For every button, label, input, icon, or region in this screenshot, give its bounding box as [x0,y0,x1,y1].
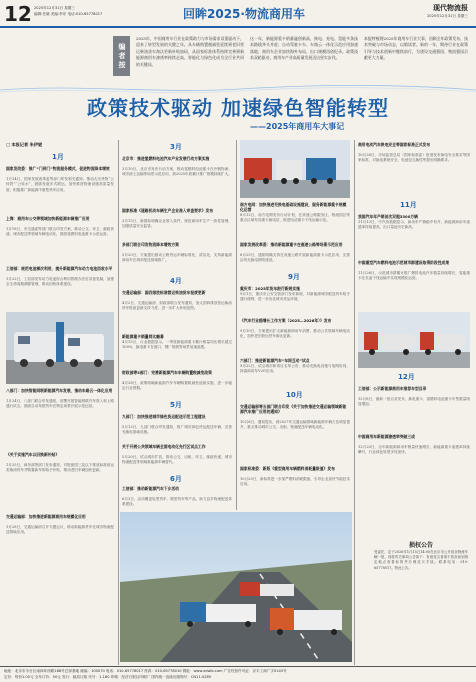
event-body: 5月20日，试点城市扩容，推动公交、出租、环卫、邮政快递、城市物流配送等领域新能源车辆替代。 [122,455,232,465]
event-title: 多部门联合印发物流降本增效方案 [122,242,179,247]
footer-line-1: 地址：北京市丰台区南四环西路188号总部基地 邮编：100070 电话：010-65778017 传真：010-65778010 网址：www.xdwlb.com 广告经营许可证：京丰工商广字0145号 [4,669,287,673]
section-banner [183,3,305,22]
editor-note-tag: 编者按 [113,36,130,76]
event-body: 8月12日，南方电网发布行动计划，在高速公路服务区、物流园区等重点区域布局重卡换电站，推进电动重卡干线运输示范。 [240,213,350,223]
month-label: 4月 [170,277,182,285]
photo-tanker-trucks [358,312,470,368]
event-body: 12月20日，全年新能源商用车销量快速增长，新能源重卡渗透率持续攀升，行业绿色转型步伐加快。 [358,445,470,455]
headline: 政策技术驱动 加速绿色智能转型 [87,96,389,120]
month-label: 12月 [398,373,415,381]
footer-line-2: 定价：每份1.00元 全年订价：50元 发行：邮局订阅 代号：1-180 印刷：经济日报社印刷厂 国内统一连续出版物号：CN11-0289 [4,675,212,679]
event-body: 10月28日，市场监管总局（国家标准委）批准发布换电安全要求等国家标准，对换电系统安全、电池包互换性等提出明确要求。 [358,153,470,163]
masthead-editor: 编辑:任晓 美编:李东 电话:010-65778017 [34,12,103,16]
event-body: 5月12日，九部门联合印发通知，推广城市绿色货运配送车辆，完善充换电基础设施。 [122,425,232,435]
photo-van-charging [6,312,114,384]
event-title: 《关于实施汽车以旧换新补贴》 [6,452,60,457]
event-body: 1月24日，八部门联合印发通知，部署开展智能网联汽车准入和上路通行试点，鼓励自动驾驶货车在特定场景开展示范运营。 [6,399,114,409]
event-body: 6月3日，活动覆盖轻型货车、微型货车等产品，助力县乡物流配送体系建设。 [122,497,232,507]
event-title: 国家发展改革委：推动新能源重卡在高速公路等场景示范应用 [240,242,343,247]
event-title: 工信部：推动新能源汽车下乡活动 [122,486,179,491]
event-body: 11月12日，中汽协数据显示，商用车产销稳中有升，新能源商用车渗透率持续提高，出口量创历史新高。 [358,220,470,230]
event-title: 九部门：加快推进城市绿色货运配送示范工程建设 [122,414,206,419]
event-body: 3月15日，新国标明确企业准入条件，规范商用车生产一致性管理，加强质量安全监管。 [122,219,232,229]
event-title: 国家标准《道路机动车辆生产企业准入审查要求》发布 [122,208,214,213]
page-footer [0,666,476,682]
event-body: 9月22日，试点城市和项目名单公布，推动充换电设施与电网协同，探索商用车V2G应用。 [240,364,350,374]
event-body: 4月2日，交通运输部、财政部联合发布通知，加大国四排放营运柴油货车报废更新支持力度，进一步扩大补贴范围。 [122,301,232,311]
month-label: 10月 [286,391,303,399]
event-title: 八部门：加快智能网联新能源汽车发展，推动车路云一体化应用 [6,388,113,393]
event-body: 1月25日，商务部等部门发布通知，对报废国三及以下排放标准营运类柴油货车并购置新车的给予补贴，推动老旧车辆加快更新。 [6,463,114,473]
column-divider [354,140,355,665]
event-body: 1月28日，交通运输部召开专题会议，推动新能源货车在城市物流配送领域应用。 [6,525,114,535]
month-label: 6月 [170,475,182,483]
intro-col-3: 本报特梳理2025年商用车行业大事，回顾全年政策发布、技术突破与市场动态，以飨读者。新的一年，期待行业在政策引导与技术创新中继续前行，为建设交通强国、物流强国贡献更大力量。 [364,36,468,61]
event-body: 11月26日，示范城市群累计推广燃料电池汽车数量持续增长，氢能重卡在长途干线运输中实现规模化运营。 [358,271,470,281]
event-title: 北京市：推进氢燃料电池汽车产业发展行动方案实施 [122,156,210,161]
photo-highway-trucks [120,512,352,662]
event-title: 工信部：规范电池梯次利用，提升新能源汽车动力电池回收水平 [6,266,113,271]
intro-col-2: 这一年，新能源重卡销量屡创新高，换电、充电、氢能多条技术路线齐头并进；自动驾驶卡车、车路云一体化示范应用加速落地；商用车企业加快海外布局，出口规模再创纪录。政策技术双轮驱动，商用车产业高质量发展迈出坚实步伐。 [250,36,358,61]
event-title: 交通运输部：国四排放标准营运柴油货车报废更新 [122,290,206,295]
legal-notice [374,540,468,622]
event-body: 8月25日，通知明确支持在高速公路开展新能源重卡示范应用，完善沿线充换电网络建设。 [240,253,350,263]
event-body: 12月8日，最新一批目录发布，换电重卡、氢燃料电池重卡车型数量明显增加。 [358,397,470,407]
event-title: 重庆市：2025年货车限行新规实施 [240,286,300,291]
event-title: 南方电网：加快推进充换电基础设施建设，服务新能源重卡规模化运营 [240,202,347,212]
event-title: 国家标准委：新版《重型商用车辆燃料消耗量限值》发布 [240,466,335,471]
month-label: 5月 [170,401,182,409]
month-label: 3月 [170,143,182,151]
event-body: 4月28日，政策明确新能源汽车车辆购置税减免延续实施，进一步稳定行业预期。 [122,381,232,391]
photo-truck-fleet [240,140,350,198]
event-title: 《汽车行业稳增长工作方案（2025—2026年）》发布 [240,318,332,323]
event-title: 关于开展公共领域车辆全面电动化先行区试点工作 [122,444,206,449]
event-body: 1月18日，市交通委等部门联合印发方案，推动公交、环卫、邮政快递、城市配送等领域车辆电动化，鼓励氢燃料电池重卡示范运营。 [6,227,114,237]
intro-col-1: 2025年，中国商用车行业在政策助力与市场需求双重驱动下，迎来了转型发展的关键之年。从车辆购置税减免延续到老旧营运柴油货车淘汰更新补贴加码，从国家标准体系持续完善到新能源商用车渗透率持续走高，智能化与绿色化成为全行业共同的关键词。 [136,36,244,67]
event-body: 3月20日，方案提出推动公路货运车辆标准化、清洁化，支持新能源商用车在城市配送领域推广。 [122,253,232,263]
banner-text: 回眸2025·物流商用车 [183,7,305,21]
month-label: 11月 [400,201,417,209]
event-body: 1月14日，国家发展改革委等部门印发相关通知，推动大宗货物“公转铁”“公转水”，鼓励发展多式联运，加快推进物流设施高质量发展，积极推广新能源中重型货车应用。 [6,177,114,192]
event-body: 10月8日，通知提出，到2027年交通运输领域新能源车辆占比明显提升，重点推动城市公交、出租、物流配送车辆电动化。 [240,420,350,430]
paper-date: 2025年12月31日 星期三 [427,14,468,18]
event-title: 财政部等3部门：完善新能源汽车车辆购置税减免政策 [122,370,212,375]
column-divider [118,140,119,665]
event-title: 国家发改委：推广“门到门”物流服务模式，促进物流降本增效 [6,166,110,171]
event-title: 商用电动汽车换电安全等国家标准正式发布 [358,142,431,147]
subheadline: ——2025年商用车大事记 [250,122,345,131]
event-title: 中国商用车新能源渗透率突破三成 [358,434,415,439]
event-title: 中国重型汽车燃料电池示范城市群建设取得阶段性成果 [358,260,450,265]
event-body: 3月10日，北京市发布行动方案，推动氢燃料电池重卡在冷链物流、城市渣土运输等场景示范应用，到2025年底累计推广规模持续扩大。 [122,167,232,177]
column-divider [236,140,237,510]
event-title: 交通运输部等五部门联合印发《关于加快推进交通运输领域新能源汽车推广应用的通知》 [240,404,347,414]
event-body: 4月15日，行业数据显示，一季度新能源重卡累计销量同比增长超过100%，换电重卡在港口、钢厂短倒等场景加速渗透。 [122,340,232,350]
event-body: 9月1日，重庆市公安交管部门发布新规，对新能源城市配送货车给予通行便利，进一步优化城市货运环境。 [240,292,350,302]
masthead-date: 2025年12月31日 星期三 [34,6,75,10]
event-title: 交通运输部：加快推进新能源商用车规模化应用 [6,514,86,519]
event-title: 新能源重卡销量同比翻番 [122,334,164,339]
event-body: 9月10日，方案提出扩大新能源商用车消费，推动公共领域车辆电动化，加快老旧营运货车淘汰更新。 [240,329,350,339]
paper-logo: 现代物流报 [433,3,468,12]
event-title: 我国汽车年产销首次双超3300万辆 [358,214,418,219]
month-label: 1月 [52,153,64,161]
event-title: 上海：商用车公交等领域加快新能源车辆推广应用 [6,216,90,221]
masthead [0,0,476,28]
event-title: 六部门：推进新能源汽车“车网互动”试点 [240,358,310,363]
page-number: 12 [4,2,32,26]
notice-title: 损权公告 [408,542,433,549]
event-body: 1月22日，工信部发布动力电池综合利用管理办法征求意见稿，加强全生命周期溯源管理，推动回收体系建设。 [6,277,114,287]
notice-body: 受委托，定于2026年1月15日14:00在北京市公开拍卖物流车辆一批，现将有关事项公告如下：有意竞买者请于拍卖前到指定地点查看标的并办理竞买手续。联系电话：010-65778017。特此公告。 [374,550,468,570]
reporter-byline: □ 本报记者 朱伊妮 [6,142,43,147]
event-title: 工信部：公示新能源商用车推荐车型目录 [358,386,427,391]
month-label: 9月 [288,273,300,281]
event-body: 10月20日，新标准进一步加严燃料消耗限值，引导企业加快节能技术应用。 [240,477,350,487]
